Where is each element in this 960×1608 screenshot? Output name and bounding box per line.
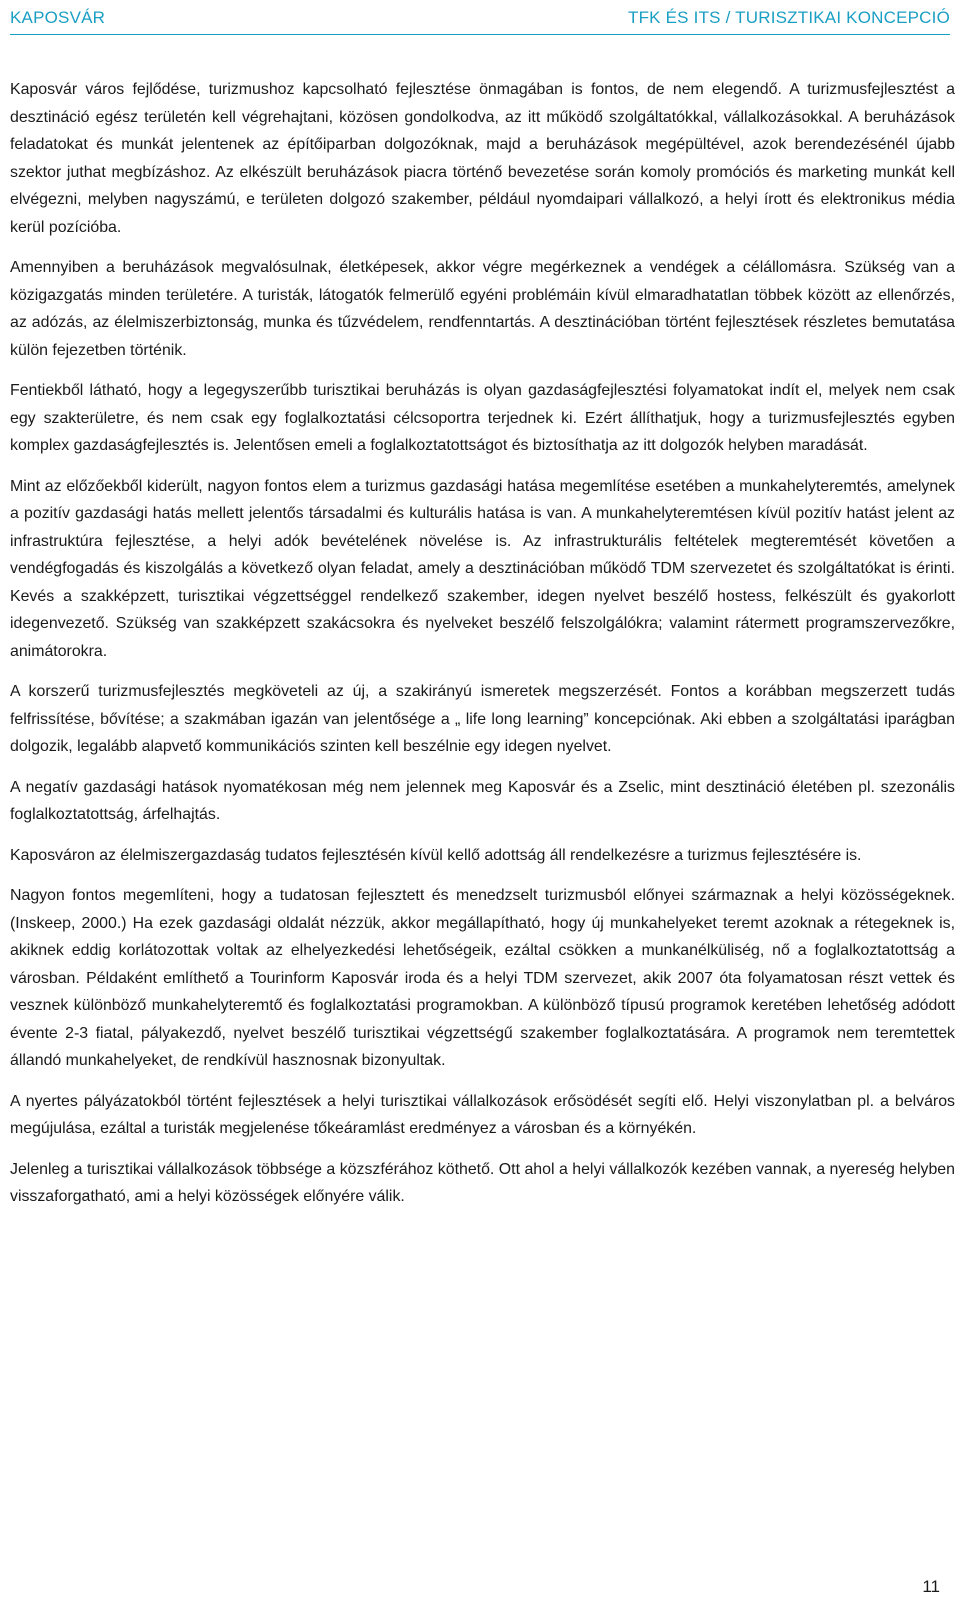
paragraph-5: A korszerű turizmusfejlesztés megköveteli az új, a szakirányú ismeretek megszerzését. Fontos a korábban megszerzett tudás felfrissítése, bővítése; a szakmában igazán van jelentősége a „ life long learning” koncepciónak. Aki ebben a szolgáltatási iparágban dolgozik, legalább alapvető kommunikációs szinten kell beszélnie egy idegen nyelvet. — [10, 683, 955, 755]
page-header — [10, 0, 950, 35]
page-body — [10, 76, 955, 1224]
paragraph-1: Kaposvár város fejlődése, turizmushoz kapcsolható fejlesztése önmagában is fontos, de nem elegendő. A turizmusfejlesztést a desztináció egész területén kell végrehajtani, közösen gondolkodva, az itt működő szolgáltatókkal, vállalkozásokkal. A beruházások feladatokat és munkát jelentenek az építőiparban dolgozóknak, majd a beruházások megépültével, azok berendezésénél újabb szektor juthat megbízáshoz. Az elkészült beruházások piacra történő bevezetése során komoly promóciós és marketing munkát kell elvégezni, melyben nagyszámú, e területen dolgozó szakember, például nyomdaipari vállalkozó, a helyi írott és elektronikus média kerül pozícióba. — [10, 81, 955, 236]
paragraph-10: Jelenleg a turisztikai vállalkozások többsége a közszférához köthető. Ott ahol a helyi vállalkozók kezében vannak, a nyereség helyben visszaforgatható, ami a helyi közösségek előnyére válik. — [10, 1160, 955, 1205]
paragraph-9: A nyertes pályázatokból történt fejlesztések a helyi turisztikai vállalkozások erősödését segíti elő. Helyi viszonylatban pl. a belváros megújulása, ezáltal a turisták megjelenése tőkeáramlást eredményez a városban és a környékén. — [10, 1092, 955, 1137]
paragraph-7: Kaposváron az élelmiszergazdaság tudatos fejlesztésén kívül kellő adottság áll rendelkezésre a turizmus fejlesztésére is. — [10, 846, 862, 864]
header-document-title: TFK ÉS ITS / TURISZTIKAI KONCEPCIÓ — [628, 8, 950, 27]
header-city-title: KAPOSVÁR — [10, 8, 106, 27]
paragraph-8: Nagyon fontos megemlíteni, hogy a tudatosan fejlesztett és menedzselt turizmusból előnyei származnak a helyi közösségeknek. (Inskeep, 2000.) Ha ezek gazdasági oldalát nézzük, akkor megállapítható, hogy új munkahelyeket teremt azoknak a rétegeknek is, akiknek eddig korlátozottak voltak az elhelyezkedési lehetőségeik, ezáltal csökken a munkanélküliség, nő a foglalkoztatottság a városban. Példaként említhető a Tourinform Kaposvár iroda és a helyi TDM szervezet, akik 2007 óta folyamatosan részt vettek és vesznek különböző munkahelyteremtő és foglalkoztatási programokban. A különböző típusú programok keretében lehetőség adódott évente 2-3 fiatal, pályakezdő, nyelvet beszélő turisztikai végzettségű szakember foglalkoztatására. A programok nem teremtettek állandó munkahelyeket, de rendkívül hasznosnak bizonyultak. — [10, 887, 955, 1069]
paragraph-4: Mint az előzőekből kiderült, nagyon fontos elem a turizmus gazdasági hatása megemlítése esetében a munkahelyteremtés, amelynek a pozitív gazdasági hatás mellett jelentős társadalmi és kulturális hatása is van. A munkahelyteremtésen kívül pozitív hatást jelent az infrastruktúra fejlesztése, a helyi adók bevételének növelése is. Az infrastrukturális feltételek megteremtését követően a vendégfogadás és kiszolgálás a következő olyan feladat, amely a desztinációban működő TDM szervezetet és szolgáltatókat is érinti. Kevés a szakképzett, turisztikai végzettséggel rendelkező szakember, idegen nyelvet beszélő hostess, felkészült és gyakorlott idegenvezető. Szükség van szakképzett szakácsokra és nyelveket beszélő felszolgálókra; valamint rátermett programszervezőkre, animátorokra. — [10, 477, 955, 660]
paragraph-6: A negatív gazdasági hatások nyomatékosan még nem jelennek meg Kaposvár és a Zselic, mint desztináció életében pl. szezonális foglalkoztatottság, árfelhajtás. — [10, 778, 955, 823]
paragraph-3: Fentiekből látható, hogy a legegyszerűbb turisztikai beruházás is olyan gazdaságfejlesztési folyamatokat indít el, melyek nem csak egy szakterületre, és nem csak egy foglalkoztatási célcsoportra terjednek ki. Ezért állíthatjuk, hogy a turizmusfejlesztés egyben komplex gazdaságfejlesztés is. Jelentősen emeli a foglalkoztatottságot és biztosíthatja az itt dolgozók helyben maradását. — [10, 382, 955, 454]
page-number: 11 — [922, 1577, 940, 1596]
paragraph-2: Amennyiben a beruházások megvalósulnak, életképesek, akkor végre megérkeznek a vendégek a célállomásra. Szükség van a közigazgatás minden területére. A turisták, látogatók felmerülő egyéni problémáin kívül elmaradhatatlan többek között az ellenőrzés, az adózás, az élelmiszerbiztonság, munka és tűzvédelem, rendfenntartás. A desztinációban történt fejlesztések részletes bemutatása külön fejezetben történik. — [10, 259, 955, 359]
